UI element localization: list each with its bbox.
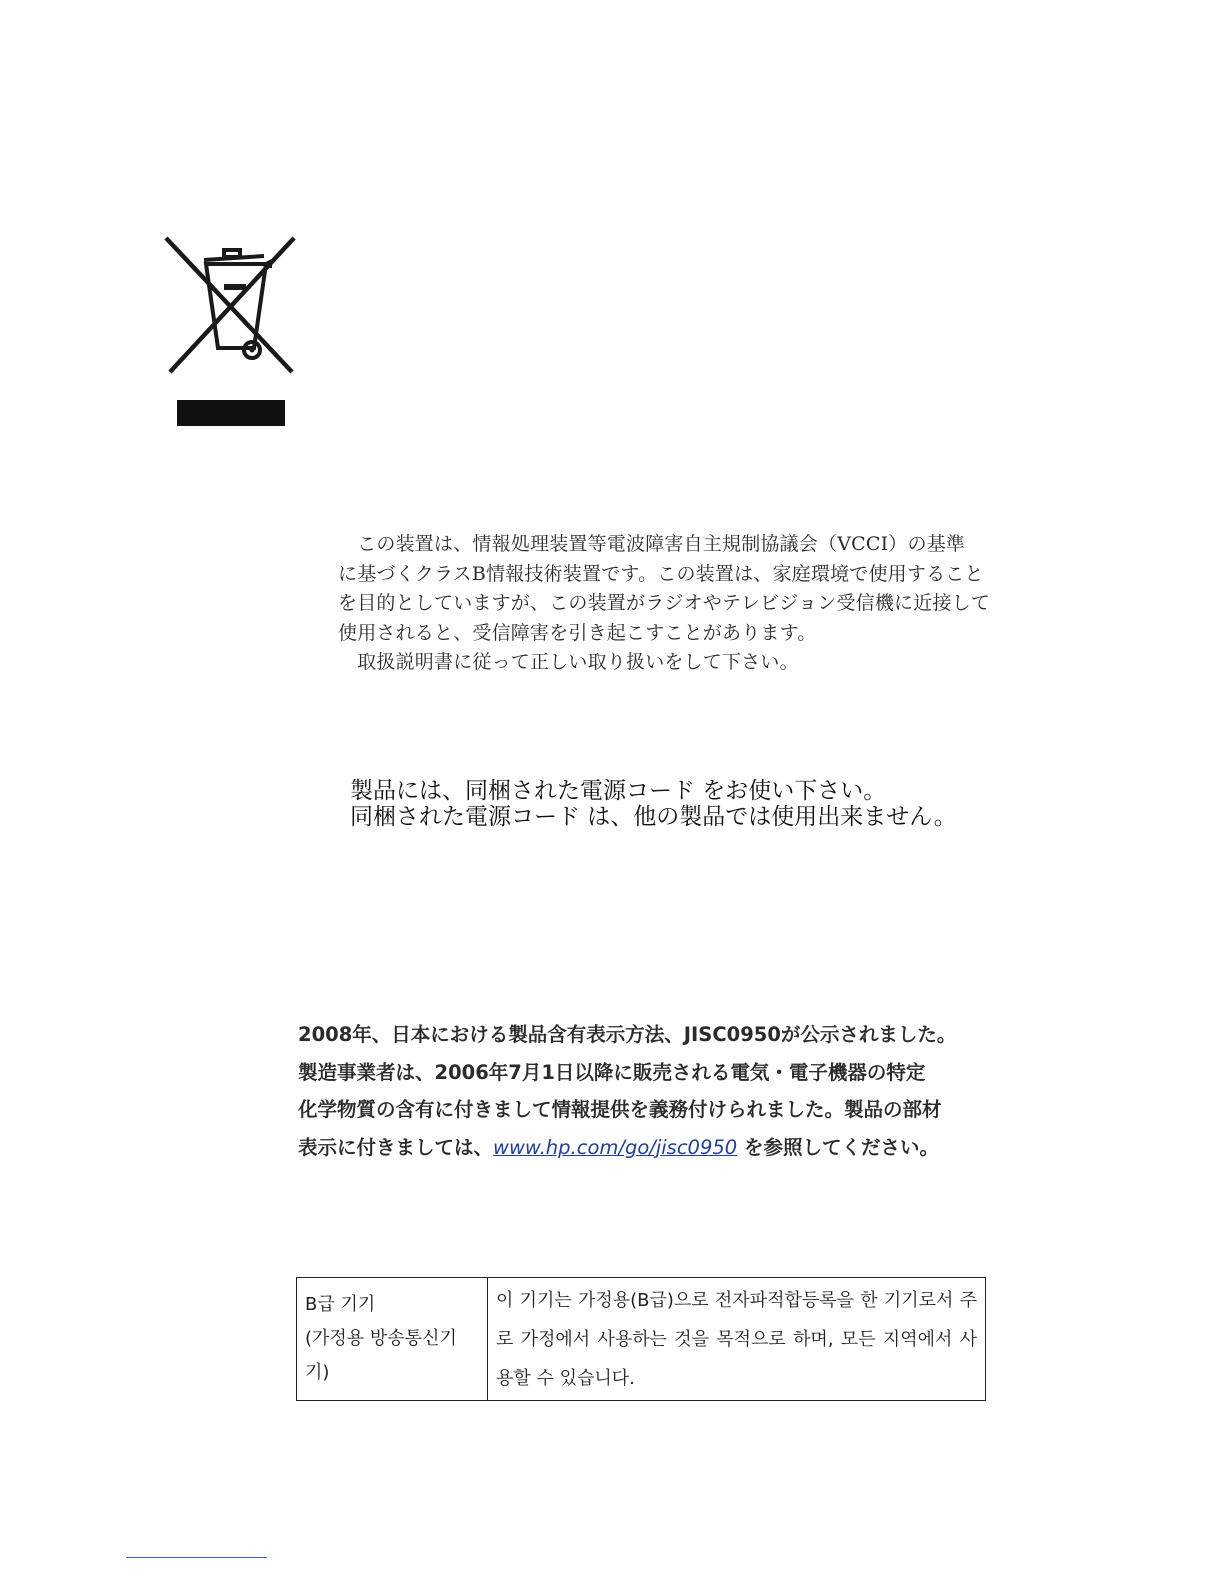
jisc-line: 化学物質の含有に付きまして情報提供を義務付けられました。製品の部材 [298,1098,942,1121]
class-sub-label: (가정용 방송통신기기) [305,1328,457,1383]
vcci-line: を目的としていますが、この装置がラジオやテレビジョン受信機に近接して [338,592,991,614]
jisc-line: 製造事業者は、2006年7月1日以降に販売される電気・電子機器の特定 [298,1060,926,1084]
jisc-line [298,1129,998,1167]
korean-class-b-table [296,1277,986,1401]
jisc-link[interactable]: www.hp.com/go/jisc0950 [493,1135,738,1159]
weee-crossed-bin-icon [162,234,298,428]
vcci-line: この装置は、情報処理装置等電波障害自主規制協議会（VCCI）の基準 [338,533,966,555]
class-description-cell: 이 기기는 가정용(B급)으로 전자파적합등록을 한 기기로서 주로 가정에서 사용하는 것을 목적으로 하며, 모든 지역에서 사용할 수 있습니다. [488,1278,986,1401]
jisc-notice [298,1016,998,1166]
power-cord-line: 製品には、同梱された電源コード をお使い下さい。 [350,778,887,804]
vcci-line: に基づくクラスB情報技術装置です。この装置は、家庭環境で使用すること [338,562,984,585]
class-label-cell [297,1278,488,1401]
vcci-line: 取扱説明書に従って正しい取り扱いをして下さい。 [338,651,799,673]
vcci-line: 使用されると、受信障害を引き起こすことがあります。 [338,621,817,644]
jisc-line-prefix: 表示に付きましては、 [298,1135,494,1159]
power-cord-line: 同梱された電源コード は、他の製品では使用出来ません。 [350,804,957,830]
vcci-notice [338,530,991,678]
jisc-line: 2008年、日本における製品含有表示方法、JISC0950が公示されました。 [298,1023,957,1046]
class-label: B급 기기 [305,1294,376,1315]
power-cord-notice [350,778,990,830]
footnote-rule [126,1557,267,1558]
jisc-line-suffix: を参照してください。 [737,1135,939,1159]
